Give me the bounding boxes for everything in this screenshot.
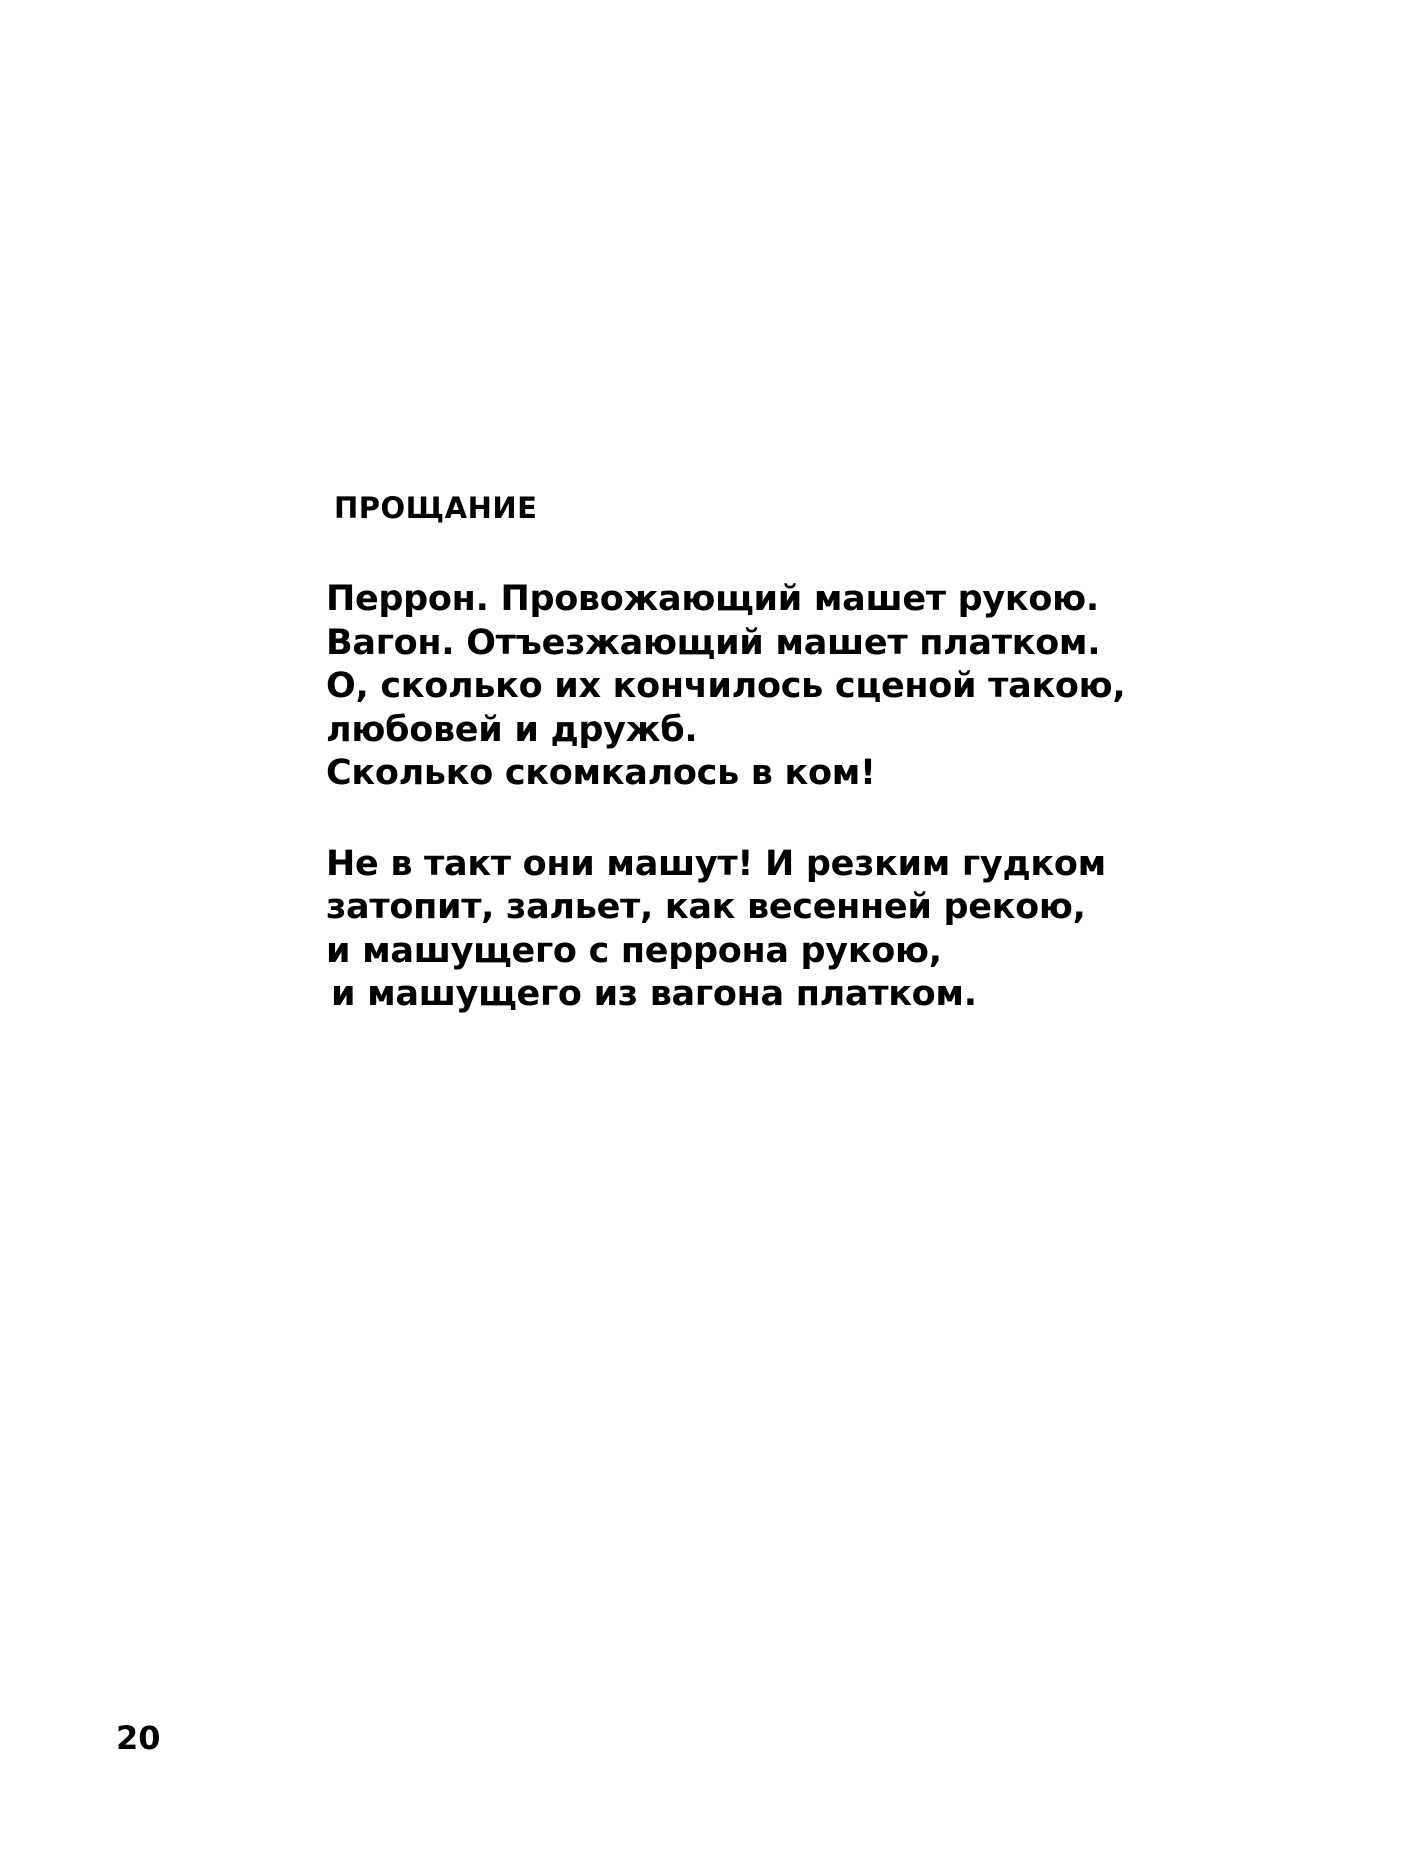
verse-line: и машущего из вагона платком. [331, 974, 977, 1014]
poem-title: ПРОЩАНИЕ [334, 491, 538, 525]
verse-line: любовей и дружб. [326, 709, 698, 750]
verse-line: Не в такт они машут! И резким гудком [326, 843, 1106, 884]
verse-line: и машущего с перрона рукою, [326, 930, 942, 971]
stanza-1 [326, 578, 1226, 796]
poem [326, 488, 1226, 1017]
verse-line: Вагон. Отъезжающий машет платком. [326, 622, 1101, 663]
verse-line: Перрон. Провожающий машет рукою. [326, 579, 1099, 619]
page-number: 20 [116, 1719, 161, 1757]
verse-line: затопит, зальет, как весенней рекою, [326, 887, 1086, 927]
verse-line: О, сколько их кончилось сценой такою, [326, 666, 1126, 706]
stanza-2 [326, 843, 1226, 1017]
verse-line: Сколько скомкалось в ком! [326, 753, 876, 793]
